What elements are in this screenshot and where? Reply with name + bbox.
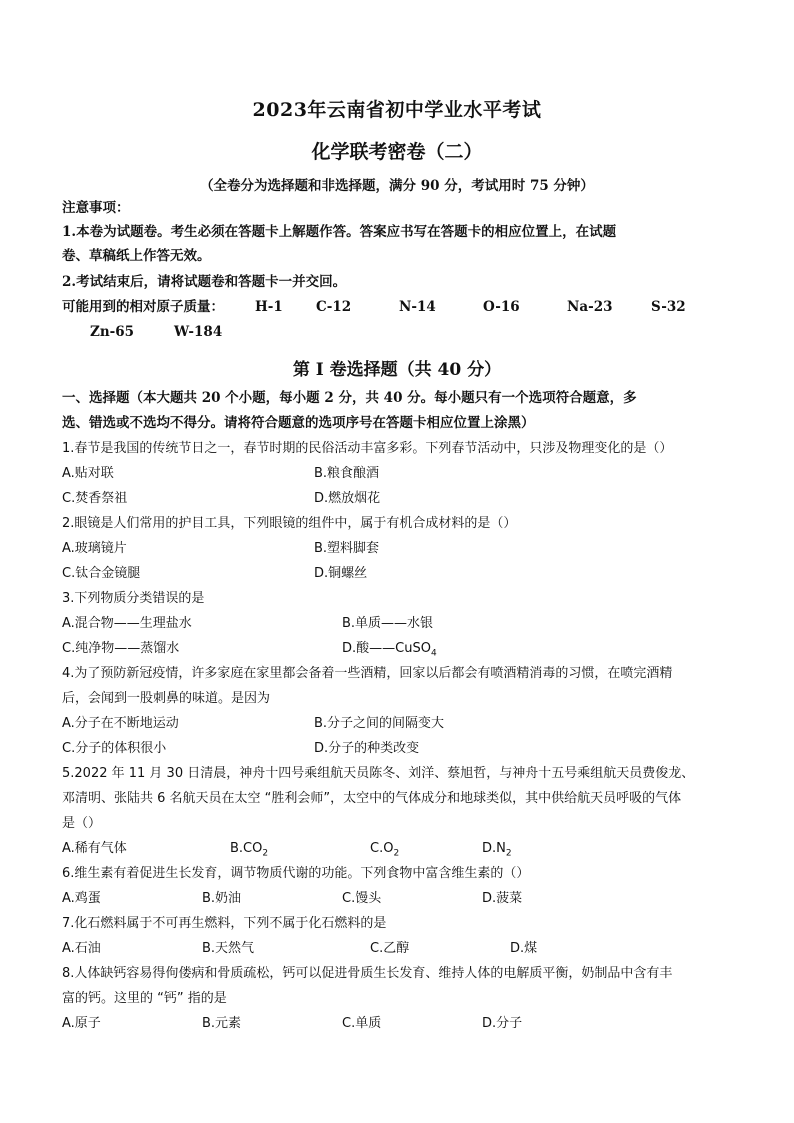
- section-instruction-line-1: 一、选择题（本大题共 20 个小题，每小题 2 分，共 40 分。每小题只有一个选项符合题意，多: [62, 390, 637, 406]
- atomic-mass-h: H-1: [255, 299, 283, 315]
- question-4-options-row-1: [62, 714, 742, 734]
- atomic-mass-w: W-184: [174, 324, 223, 340]
- question-8-option-b: B.元素: [202, 1016, 242, 1031]
- question-7-option-c: C.乙醇: [370, 941, 410, 956]
- notes-item-1-line-2: 卷、草稿纸上作答无效。: [62, 248, 211, 264]
- question-6-stem: 6.维生素有着促进生长发育，调节物质代谢的功能。下列食物中富含维生素的（）: [62, 866, 530, 881]
- atomic-mass-label: 可能用到的相对原子质量：: [62, 299, 224, 315]
- question-2-options-row-2: [62, 564, 742, 584]
- exam-title: 2023年云南省初中学业水平考试: [252, 99, 542, 121]
- atomic-mass-n: N-14: [399, 299, 436, 315]
- question-2-option-a: A.玻璃镜片: [62, 541, 127, 556]
- question-8-stem-line-2: 富的钙。这里的 “钙” 指的是: [62, 991, 227, 1006]
- atomic-mass-s: S-32: [651, 299, 686, 315]
- question-5-option-d: [482, 839, 512, 859]
- question-4-options-row-2: [62, 739, 742, 759]
- section-instruction-line-2: 选、错选或不选均不得分。请将符合题意的选项序号在答题卡相应位置上涂黑）: [62, 415, 535, 431]
- question-1-option-a: A.贴对联: [62, 466, 114, 481]
- section-title: 第 I 卷选择题（共 40 分）: [292, 360, 502, 380]
- question-3-option-d: [342, 639, 437, 659]
- question-4-stem-line-2: 后，会闻到一股刺鼻的味道。是因为: [62, 691, 271, 706]
- question-3-option-c: C.纯净物——蒸馏水: [62, 641, 180, 656]
- question-8-options-row: [62, 1014, 742, 1034]
- question-8-option-c: C.单质: [342, 1016, 382, 1031]
- question-4-stem-line-1: 4.为了预防新冠疫情，许多家庭在家里都会备着一些酒精，回家以后都会有喷酒精消毒的习惯，在喷完酒精: [62, 666, 673, 681]
- question-3-option-d-text: D.酸——CuSO: [342, 641, 431, 656]
- question-3-option-d-subscript: 4: [430, 648, 437, 659]
- question-5-stem-line-2: 邓清明、张陆共 6 名航天员在太空 “胜利会师”，太空中的气体成分和地球类似，其中供给航天员呼吸的气体: [62, 791, 682, 806]
- question-4-option-c: C.分子的体积很小: [62, 741, 167, 756]
- question-3-options-row-2: [62, 639, 742, 659]
- question-5-option-a: A.稀有气体: [62, 841, 127, 856]
- question-1-option-b: B.粮食酿酒: [314, 466, 380, 481]
- atomic-mass-row: [62, 297, 738, 317]
- question-4-option-b: B.分子之间的间隔变大: [314, 716, 445, 731]
- question-1-stem: 1.春节是我国的传统节日之一，春节时期的民俗活动丰富多彩。下列春节活动中，只涉及物理变化的是（）: [62, 441, 673, 456]
- notes-item-2: 2.考试结束后，请将试题卷和答题卡一并交回。: [62, 274, 347, 290]
- question-5-stem-line-1: 5.2022 年 11 月 30 日清晨，神舟十四号乘组航天员陈冬、刘洋、蔡旭哲，与神舟十五号乘组航天员费俊龙、: [62, 766, 695, 781]
- exam-info: （全卷分为选择题和非选择题，满分 90 分，考试用时 75 分钟）: [200, 178, 594, 194]
- atomic-mass-c: C-12: [316, 299, 352, 315]
- question-1-option-d: D.燃放烟花: [314, 491, 381, 506]
- question-7-option-d: D.煤: [510, 941, 538, 956]
- question-8-option-d: D.分子: [482, 1016, 523, 1031]
- question-3-option-b: B.单质——水银: [342, 616, 434, 631]
- question-5-option-b-text: B.CO: [230, 841, 263, 856]
- notes-item-1-line-1: 1.本卷为试题卷。考生必须在答题卡上解题作答。答案应书写在答题卡的相应位置上，在试题: [62, 224, 617, 240]
- question-5-option-c-subscript: 2: [393, 848, 400, 859]
- exam-subtitle: 化学联考密卷（二）: [311, 141, 483, 163]
- question-8-stem-line-1: 8.人体缺钙容易得佝偻病和骨质疏松，钙可以促进骨质生长发育、维持人体的电解质平衡，奶制品中含有丰: [62, 966, 673, 981]
- question-6-option-b: B.奶油: [202, 891, 242, 906]
- question-3-option-a: A.混合物——生理盐水: [62, 616, 192, 631]
- atomic-mass-o: O-16: [483, 299, 520, 315]
- question-4-option-d: D.分子的种类改变: [314, 741, 420, 756]
- question-8-option-a: A.原子: [62, 1016, 101, 1031]
- question-1-options-row-1: [62, 464, 742, 484]
- question-4-option-a: A.分子在不断地运动: [62, 716, 179, 731]
- question-2-stem: 2.眼镜是人们常用的护目工具，下列眼镜的组件中，属于有机合成材料的是（）: [62, 516, 517, 531]
- question-2-option-b: B.塑料脚套: [314, 541, 380, 556]
- question-6-option-c: C.馒头: [342, 891, 382, 906]
- question-7-option-b: B.天然气: [202, 941, 255, 956]
- question-2-option-d: D.铜螺丝: [314, 566, 368, 581]
- question-5-stem-line-3: 是（）: [62, 816, 102, 831]
- question-6-options-row: [62, 889, 742, 909]
- question-5-option-b-subscript: 2: [262, 848, 269, 859]
- question-2-options-row-1: [62, 539, 742, 559]
- question-2-option-c: C.钛合金镜腿: [62, 566, 141, 581]
- question-5-option-d-subscript: 2: [505, 848, 512, 859]
- question-7-option-a: A.石油: [62, 941, 101, 956]
- question-6-option-d: D.菠菜: [482, 891, 523, 906]
- question-5-option-b: [230, 839, 268, 859]
- question-5-option-d-text: D.N: [482, 841, 506, 856]
- atomic-mass-zn: Zn-65: [90, 324, 135, 340]
- atomic-mass-na: Na-23: [567, 299, 613, 315]
- question-7-stem: 7.化石燃料属于不可再生燃料，下列不属于化石燃料的是: [62, 916, 387, 931]
- question-3-stem: 3.下列物质分类错误的是: [62, 591, 205, 606]
- question-5-option-c-text: C.O: [370, 841, 394, 856]
- notes-heading: 注意事项：: [62, 200, 130, 216]
- question-7-options-row: [62, 939, 742, 959]
- question-3-options-row-1: [62, 614, 742, 634]
- question-1-option-c: C.焚香祭祖: [62, 491, 128, 506]
- atomic-mass-row-2: [62, 322, 738, 342]
- question-5-option-c: [370, 839, 399, 859]
- question-1-options-row-2: [62, 489, 742, 509]
- question-6-option-a: A.鸡蛋: [62, 891, 101, 906]
- question-5-options-row: [62, 839, 742, 859]
